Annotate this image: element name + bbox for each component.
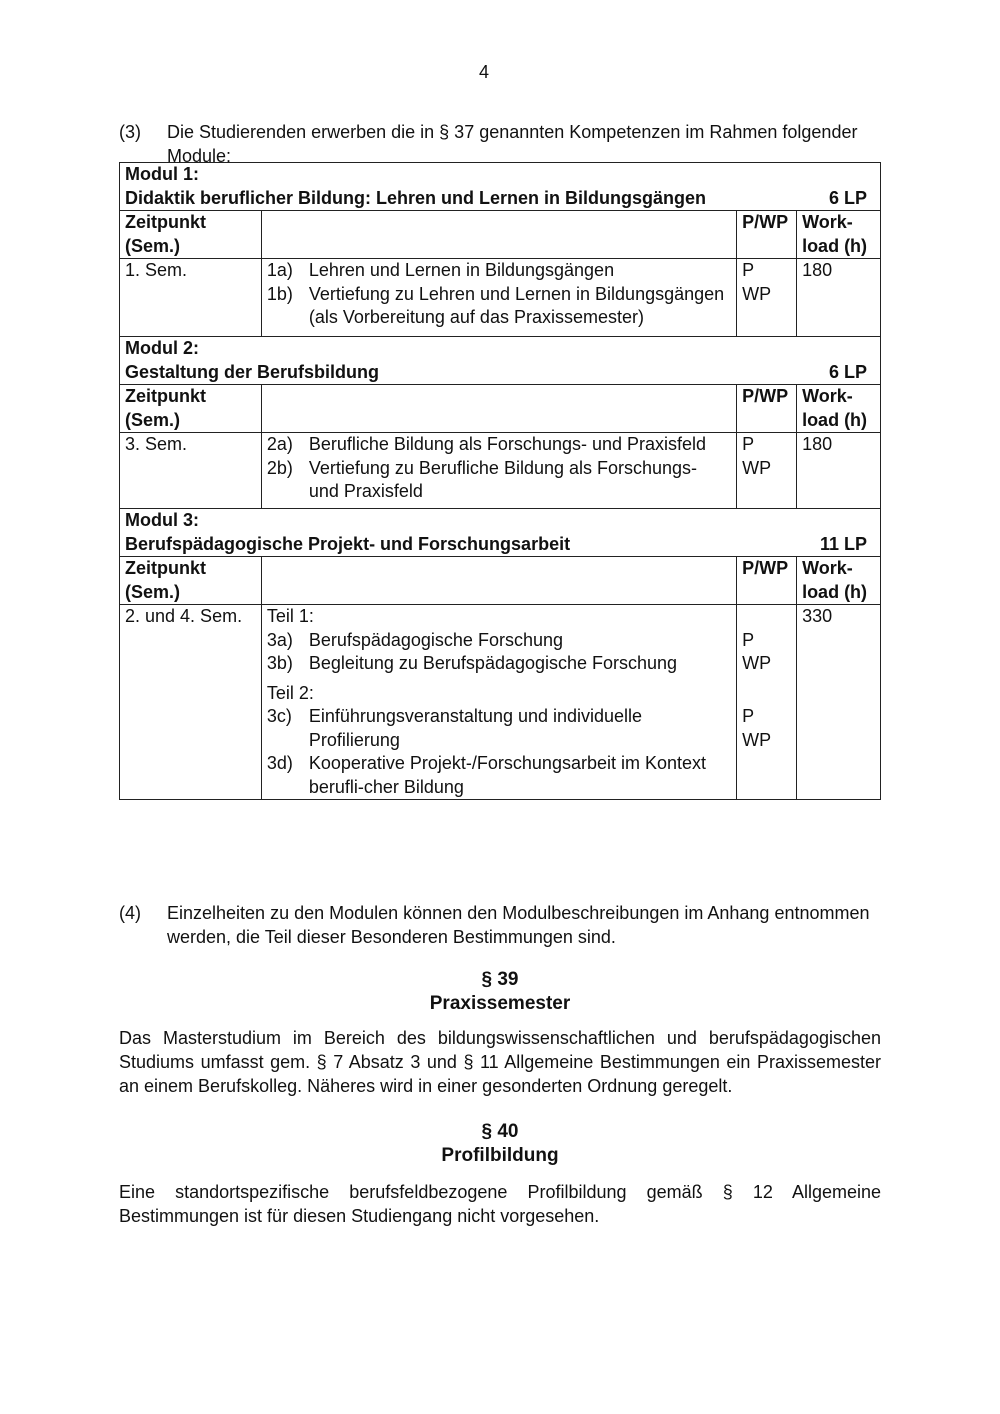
module-3-header-row — [120, 509, 881, 557]
paragraph-text: Einzelheiten zu den Modulen können den Modulbeschreibungen im Anhang entnommen werden, die Teil dieser Besonderen Bestimmungen sind. — [167, 903, 870, 947]
paragraph-3 — [119, 120, 881, 166]
column-header-pwp: P/WP — [737, 211, 797, 259]
module-2-header-row — [120, 337, 881, 385]
course-title: Vertiefung zu Lehren und Lernen in Bildungsgängen (als Vorbereitung auf das Praxissemester) — [308, 283, 725, 327]
course-type: WP — [742, 729, 772, 750]
course-type: P — [742, 629, 755, 650]
column-header-pwp: P/WP — [737, 385, 797, 433]
course-title: Berufliche Bildung als Forschungs- und Praxisfeld — [308, 434, 707, 454]
semester-cell: 2. und 4. Sem. — [120, 605, 262, 800]
module-1-header-row — [120, 163, 881, 211]
course-item — [267, 705, 731, 752]
column-header-workload — [797, 211, 881, 259]
module-1-header — [120, 163, 881, 211]
column-header-zeitpunkt — [120, 557, 262, 605]
course-code: 3c) — [266, 706, 292, 726]
course-title: Begleitung zu Berufspädagogische Forschung — [308, 653, 678, 673]
column-header-workload — [797, 385, 881, 433]
paragraph-number: (4) — [119, 903, 141, 923]
semester-cell: 1. Sem. — [120, 259, 262, 337]
column-header-text: (Sem.) — [125, 409, 181, 430]
module-3-content-row — [120, 605, 881, 800]
section-39-title: Praxissemester — [429, 993, 571, 1014]
column-header-zeitpunkt — [120, 385, 262, 433]
course-list — [261, 605, 736, 800]
column-header-pwp: P/WP — [737, 557, 797, 605]
section-39-number: § 39 — [481, 969, 519, 990]
section-40-text: Eine standortspezifische berufsfeldbezogene Profilbildung gemäß § 12 Allgemeine Bestimmungen ist für diesen Studiengang nicht vorgesehen. — [119, 1182, 881, 1226]
column-header-text: (Sem.) — [125, 235, 181, 256]
course-code: 3a) — [266, 629, 293, 650]
column-header-text: load (h) — [802, 581, 868, 602]
module-2-column-header-row — [120, 385, 881, 433]
course-list — [261, 433, 736, 509]
section-39-text: Das Masterstudium im Bereich des bildungswissenschaftlichen und berufspädagogischen Studiums umfasst gem. § 7 Absatz 3 und § 11 Allgemeine Bestimmungen ein Praxissemester an einem Berufskolleg. Näheres wird in einer gesonderten Ordnung geregelt. — [119, 1028, 881, 1096]
course-type: P — [742, 434, 755, 454]
course-title: Einführungsveranstaltung und individuelle Profilierung — [308, 706, 643, 750]
module-credits: 6 LP — [828, 361, 867, 382]
module-2-content-row — [120, 433, 881, 509]
course-type: P — [742, 706, 755, 726]
module-1-column-header-row — [120, 211, 881, 259]
page-number: 4 — [478, 62, 489, 82]
column-header-text: Work- — [802, 212, 853, 232]
column-header-text: load (h) — [802, 235, 868, 256]
course-item — [267, 259, 731, 283]
module-title: Didaktik beruflicher Bildung: Lehren und Lernen in Bildungsgängen — [125, 187, 707, 208]
course-item — [267, 652, 731, 676]
paragraph-number: (3) — [119, 122, 141, 142]
column-header-blank — [261, 385, 736, 433]
column-header-blank — [261, 211, 736, 259]
module-credits: 11 LP — [819, 533, 867, 554]
course-code: 2b) — [266, 457, 293, 478]
workload-cell: 330 — [797, 605, 881, 800]
pwp-cell — [737, 433, 797, 509]
module-3-column-header-row — [120, 557, 881, 605]
course-type: P — [742, 260, 755, 280]
column-header-text: Work- — [802, 558, 853, 578]
module-title: Berufspädagogische Projekt- und Forschungsarbeit — [125, 533, 571, 554]
column-header-text: Work- — [802, 386, 853, 406]
pwp-cell — [737, 605, 797, 800]
course-code: 1a) — [266, 260, 293, 280]
course-code: 3d) — [266, 753, 293, 773]
column-header-text: Zeitpunkt — [125, 386, 206, 406]
column-header-text: (Sem.) — [125, 581, 181, 602]
course-item — [267, 457, 731, 504]
course-title: Lehren und Lernen in Bildungsgängen — [308, 260, 615, 280]
part-label: Teil 2: — [266, 682, 314, 703]
course-item — [267, 283, 731, 330]
course-item — [267, 629, 731, 653]
paragraph-text: Die Studierenden erwerben die in § 37 genannten Kompetenzen im Rahmen folgender Module: — [167, 122, 858, 166]
course-type: WP — [742, 653, 772, 673]
course-list — [261, 259, 736, 337]
module-2-header — [120, 337, 881, 385]
course-code: 3b) — [266, 653, 293, 673]
column-header-blank — [261, 557, 736, 605]
semester-cell: 3. Sem. — [120, 433, 262, 509]
column-header-text: Zeitpunkt — [125, 212, 206, 232]
modules-table — [119, 162, 881, 800]
module-1-content-row — [120, 259, 881, 337]
module-3-header — [120, 509, 881, 557]
pwp-cell — [737, 259, 797, 337]
course-title: Vertiefung zu Berufliche Bildung als Forschungs- und Praxisfeld — [308, 457, 698, 501]
workload-cell: 180 — [797, 433, 881, 509]
section-40-number: § 40 — [481, 1121, 519, 1142]
module-credits: 6 LP — [828, 187, 867, 208]
course-item — [267, 433, 731, 457]
part-label: Teil 1: — [266, 606, 314, 626]
course-code: 1b) — [266, 283, 293, 304]
column-header-zeitpunkt — [120, 211, 262, 259]
workload-cell: 180 — [797, 259, 881, 337]
course-title: Kooperative Projekt-/Forschungsarbeit im Kontext berufli-cher Bildung — [308, 753, 707, 797]
course-title: Berufspädagogische Forschung — [308, 629, 563, 650]
section-40-title: Profilbildung — [441, 1145, 559, 1166]
course-item — [267, 752, 731, 799]
column-header-workload — [797, 557, 881, 605]
module-label: Modul 1: — [125, 164, 199, 184]
column-header-text: load (h) — [802, 409, 868, 430]
module-label: Modul 2: — [125, 338, 199, 358]
course-type: WP — [742, 457, 772, 478]
course-type: WP — [742, 283, 772, 304]
module-label: Modul 3: — [125, 510, 199, 530]
paragraph-4 — [119, 901, 881, 949]
column-header-text: Zeitpunkt — [125, 558, 206, 578]
course-code: 2a) — [266, 434, 293, 454]
module-title: Gestaltung der Berufsbildung — [125, 361, 380, 382]
